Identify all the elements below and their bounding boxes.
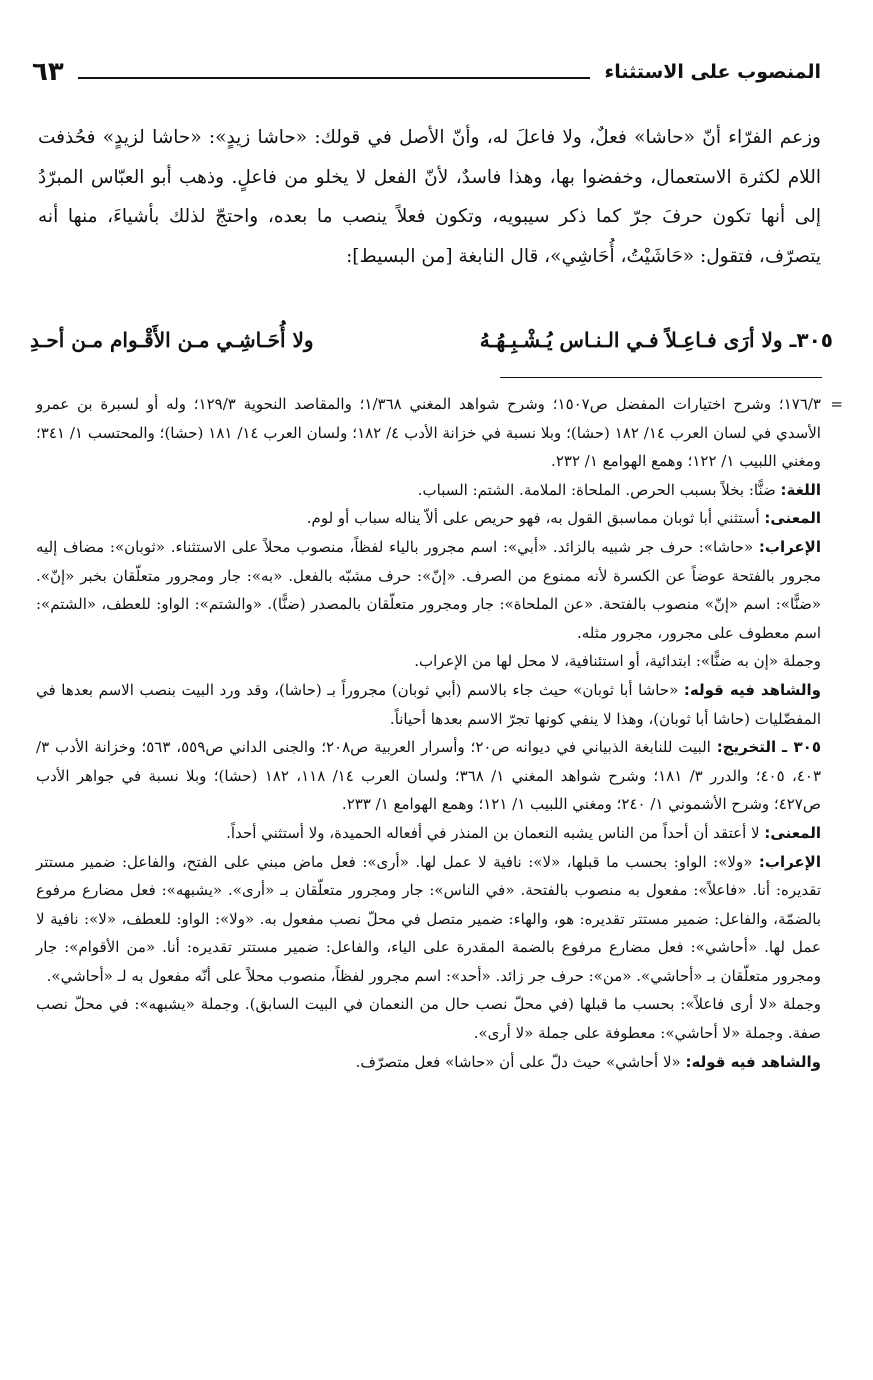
verse-second-hemistich: ولا أُحَـاشِـي مـن الأَقْـوام مـن أحـدِ: [30, 328, 314, 352]
footnote-irab-1: الإعراب: «حاشا»: حرف جر شبيه بالزائد. «أبي»: اسم مجرور بالياء لفظاً، منصوب محلاً على الاستثناء. «ثوبان»: مضاف إليه مجرور بالفتحة عوضاً عن الكسرة لأنه ممنوع من الصرف. «إنّ»: حرف مشبّه بالفعل. «به»: جار ومجرور متعلّقان بخبر «إنّ». «ضنًّا»: اسم «إنّ» منصوب بالفتحة. «عن الملحاة»: جار ومجرور متعلّقان بالمصدر (ضنًّا). «والشتم»: الواو: للعطف، «الشتم»: اسم معطوف على مجرور، مجرور مثله.: [36, 537, 821, 642]
chapter-title: المنصوب على الاستثناء: [604, 61, 821, 83]
header-rule: [78, 77, 591, 79]
footnote-shahid-2: والشاهد فيه قوله: «لا أحاشي» حيث دلّ على أن «حاشا» فعل متصرّف.: [355, 1052, 821, 1071]
footnote-separator: [500, 377, 822, 378]
footnote-irab-2: الإعراب: «ولا»: الواو: بحسب ما قبلها، «لا»: نافية لا عمل لها. «أرى»: فعل ماض مبني على الفتح، والفاعل: ضمير مستتر تقديره: أنا. «فاعلاً»: مفعول به منصوب بالفتحة. «في الناس»: جار ومجرور متعلّقان بـ «أرى». «يشبهه»: فعل مضارع مرفوع بالضمّة، والفاعل: ضمير مستتر تقديره: هو، والهاء: ضمير متصل في محلّ نصب مفعول به. «ولا»: الواو: للعطف، «لا»: نافية لا عمل لها. «أحاشي»: فعل مضارع مرفوع بالضمة المقدرة على الياء، والفاعل: ضمير مستتر تقديره: أنا. «من الأقوام»: جار ومجرور متعلّقان بـ «أحاشي». «من»: حرف جر زائد. «أحد»: اسم مجرور لفظاً، منصوب محلاً على أنّه مفعول به لـ «أحاشي».: [36, 852, 821, 985]
main-paragraph: وزعم الفرّاء أنّ «حاشا» فعلٌ، ولا فاعلَ له، وأنّ الأصل في قولك: «حاشا زيدٍ»: «حاشا لزيدٍ» فحُذفت اللام لكثرة الاستعمال، وخفضوا بها، وهذا فاسدٌ، لأنّ الفعل لا يخلو من فاعلٍ. وذهب أبو العبّاس المبرّدُ إلى أنها تكون حرفَ جرّ كما ذكر سيبويه، وتكون فعلاً ينصب ما بعده، واحتجّ لذلك بأشياءَ، منها أنه يتصرّف، فتقول: «حَاشَيْتُ، أُحَاشِي»، قال النابغة [من البسيط]:: [38, 127, 821, 267]
footnote-number: ٣٠٥ ـ: [782, 738, 821, 757]
footnotes: [36, 390, 843, 1076]
page-number: ٦٣: [32, 57, 64, 87]
footnote-jumla-2: وجملة «لا أرى فاعلاً»: بحسب ما قبلها (في محلّ نصب حال من النعمان في البيت السابق). وجملة «يشبهه»: في محلّ نصب صفة. وجملة «لا أحاشي»: معطوفة على جملة «لا أرى».: [36, 995, 821, 1043]
running-header: [32, 52, 821, 92]
verse-number: ٣٠٥ـ: [789, 328, 833, 352]
footnote-mana-2: المعنى: لا أعتقد أن أحداً من الناس يشبه النعمان بن المنذر في أفعاله الحميدة، ولا أستثني أحداً.: [226, 823, 821, 842]
footnote-references: = ١٧٦/٣؛ وشرح اختيارات المفضل ص١٥٠٧؛ وشرح شواهد المغني ١/٣٦٨؛ والمقاصد النحوية ١٢٩/٣؛ وله أو لسبرة بن عمرو الأسدي في لسان العرب ١٤/ ١٨٢ (حشا)؛ وبلا نسبة في خزانة الأدب ٤/ ١٨٢؛ ولسان العرب ١٤/ ١٨١ (حشا)؛ والمحتسب ١/ ٣٤١؛ ومغني اللبيب ١/ ١٢٢؛ وهمع الهوامع ١/ ٢٣٢.: [36, 390, 821, 476]
footnote-takhrij: ٣٠٥ ـ التخريج: البيت للنابغة الذبياني في ديوانه ص٢٠؛ وأسرار العربية ص٢٠٨؛ والجنى الداني ص٥٥٩، ٥٦٣؛ وخزانة الأدب ٣/ ٤٠٣، ٤٠٥؛ والدرر ٣/ ١٨١؛ وشرح شواهد المغني ١/ ٣٦٨؛ ولسان العرب ١٤/ ١١٨، ١٨٢ (حشا)؛ وبلا نسبة في جواهر الأدب ص٤٢٧؛ وشرح الأشموني ١/ ٢٤٠؛ ومغني اللبيب ١/ ١٢١؛ وهمع الهوامع ١/ ٢٣٣.: [36, 738, 821, 814]
footnote-mana-1: المعنى: أستثني أبا ثوبان مماسبق القول به، فهو حريص على ألاّ يناله سباب أو لوم.: [306, 509, 821, 528]
poetry-verse: [30, 320, 833, 360]
verse-first-hemistich: ٣٠٥ـ ولا أرَى فـاعِـلاً فـي الـنـاس يُـشْـبِـهُـهُ: [479, 328, 833, 352]
main-text: [38, 118, 821, 276]
footnote-lugha: اللغة: ضنًّا: بخلاً بسبب الحرص. الملحاة: الملامة. الشتم: السباب.: [417, 480, 821, 499]
footnote-shahid-1: والشاهد فيه قوله: «حاشا أبا ثوبان» حيث جاء بالاسم (أبي ثوبان) مجروراً بـ (حاشا)، وقد ورد البيت بنصب الاسم بعدها في المفضّليات (حاشا أبا ثوبان)، وهذا لا ينفي كونها تجرّ الاسم بعدها أحياناً.: [36, 680, 821, 728]
continuation-marker: =: [830, 395, 843, 413]
footnote-jumla-1: وجملة «إن به ضنًّا»: ابتدائية، أو استئنافية، لا محل لها من الإعراب.: [414, 652, 821, 671]
